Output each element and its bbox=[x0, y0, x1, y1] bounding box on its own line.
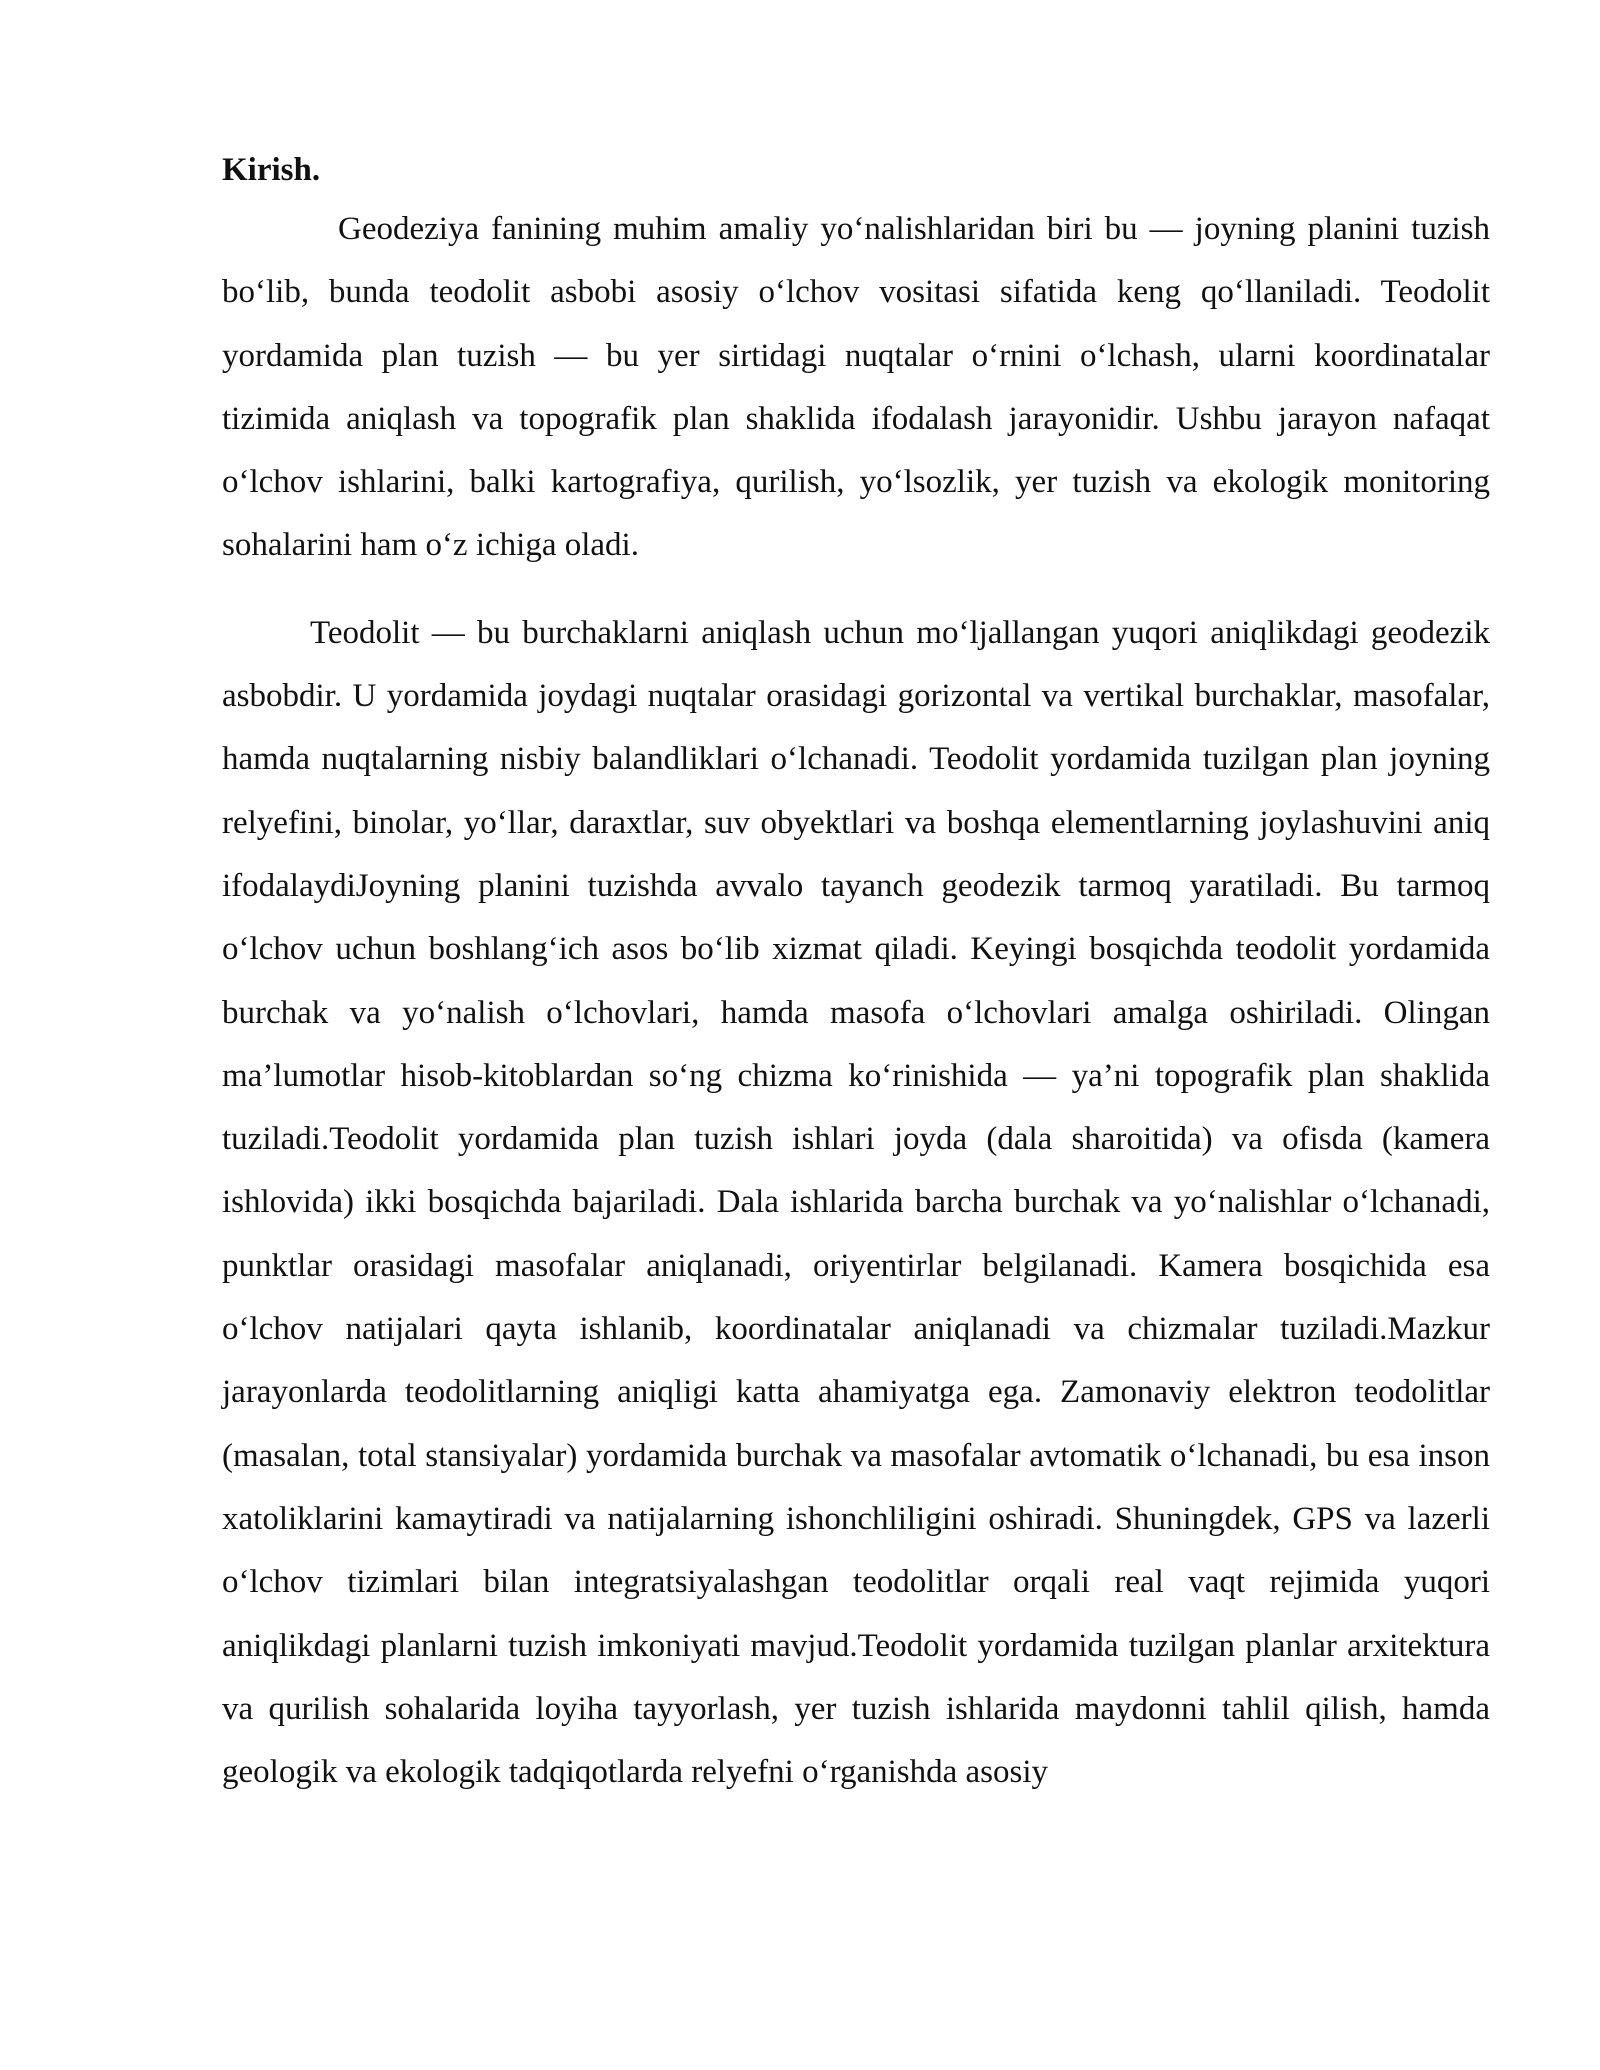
paragraph-theodolite: Teodolit — bu burchaklarni aniqlash uchun mo‘ljallangan yuqori aniqlikdagi geodezik asbobdir. U yordamida joydagi nuqtalar orasidagi gorizontal va vertikal burchaklar, masofalar, hamda nuqtalarning nisbiy balandliklari o‘lchanadi. Teodolit yordamida tuzilgan plan joyning relyefini, binolar, yo‘llar, daraxtlar, suv obyektlari va boshqa elementlarning joylashuvini aniq ifodalaydiJoyning planini tuzishda avvalo tayanch geodezik tarmoq yaratiladi. Bu tarmoq o‘lchov uchun boshlang‘ich asos bo‘lib xizmat qiladi. Keyingi bosqichda teodolit yordamida burchak va yo‘nalish o‘lchovlari, hamda masofa o‘lchovlari amalga oshiriladi. Olingan ma’lumotlar hisob-kitoblardan so‘ng chizma ko‘rinishida — ya’ni topografik plan shaklida tuziladi.Teodolit yordamida plan tuzish ishlari joyda (dala sharoitida) va ofisda (kamera ishlovida) ikki bosqichda bajariladi. Dala ishlarida barcha burchak va yo‘nalishlar o‘lchanadi, punktlar orasidagi masofalar aniqlanadi, oriyentirlar belgilanadi. Kamera bosqichida esa o‘lchov natijalari qayta ishlanib, koordinatalar aniqlanadi va chizmalar tuziladi.Mazkur jarayonlarda teodolitlarning aniqligi katta ahamiyatga ega. Zamonaviy elektron teodolitlar (masalan, total stansiyalar) yordamida burchak va masofalar avtomatik o‘lchanadi, bu esa inson xatoliklarini kamaytiradi va natijalarning ishonchliligini oshiradi. Shuningdek, GPS va lazerli o‘lchov tizimlari bilan integratsiyalashgan teodolitlar orqali real vaqt rejimida yuqori aniqlikdagi planlarni tuzish imkoniyati mavjud.Teodolit yordamida tuzilgan planlar arxitektura va qurilish sohalarida loyiha tayyorlash, yer tuzish ishlarida maydonni tahlil qilish, hamda geologik va ekologik tadqiqotlarda relyefni o‘rganishda asosiy bbox=[222, 614, 1490, 1791]
document-body bbox=[222, 144, 1490, 1804]
section-heading: Kirish. bbox=[222, 152, 321, 188]
paragraph-intro: Geodeziya fanining muhim amaliy yo‘nalishlaridan biri bu — joyning planini tuzish bo‘lib, bunda teodolit asbobi asosiy o‘lchov vositasi sifatida keng qo‘llaniladi. Teodolit yordamida plan tuzish — bu yer sirtidagi nuqtalar o‘rnini o‘lchash, ularni koordinatalar tizimida aniqlash va topografik plan shaklida ifodalash jarayonidir. Ushbu jarayon nafaqat o‘lchov ishlarini, balki kartografiya, qurilish, yo‘lsozlik, yer tuzish va ekologik monitoring sohalarini ham o‘z ichiga oladi. bbox=[222, 211, 1490, 564]
